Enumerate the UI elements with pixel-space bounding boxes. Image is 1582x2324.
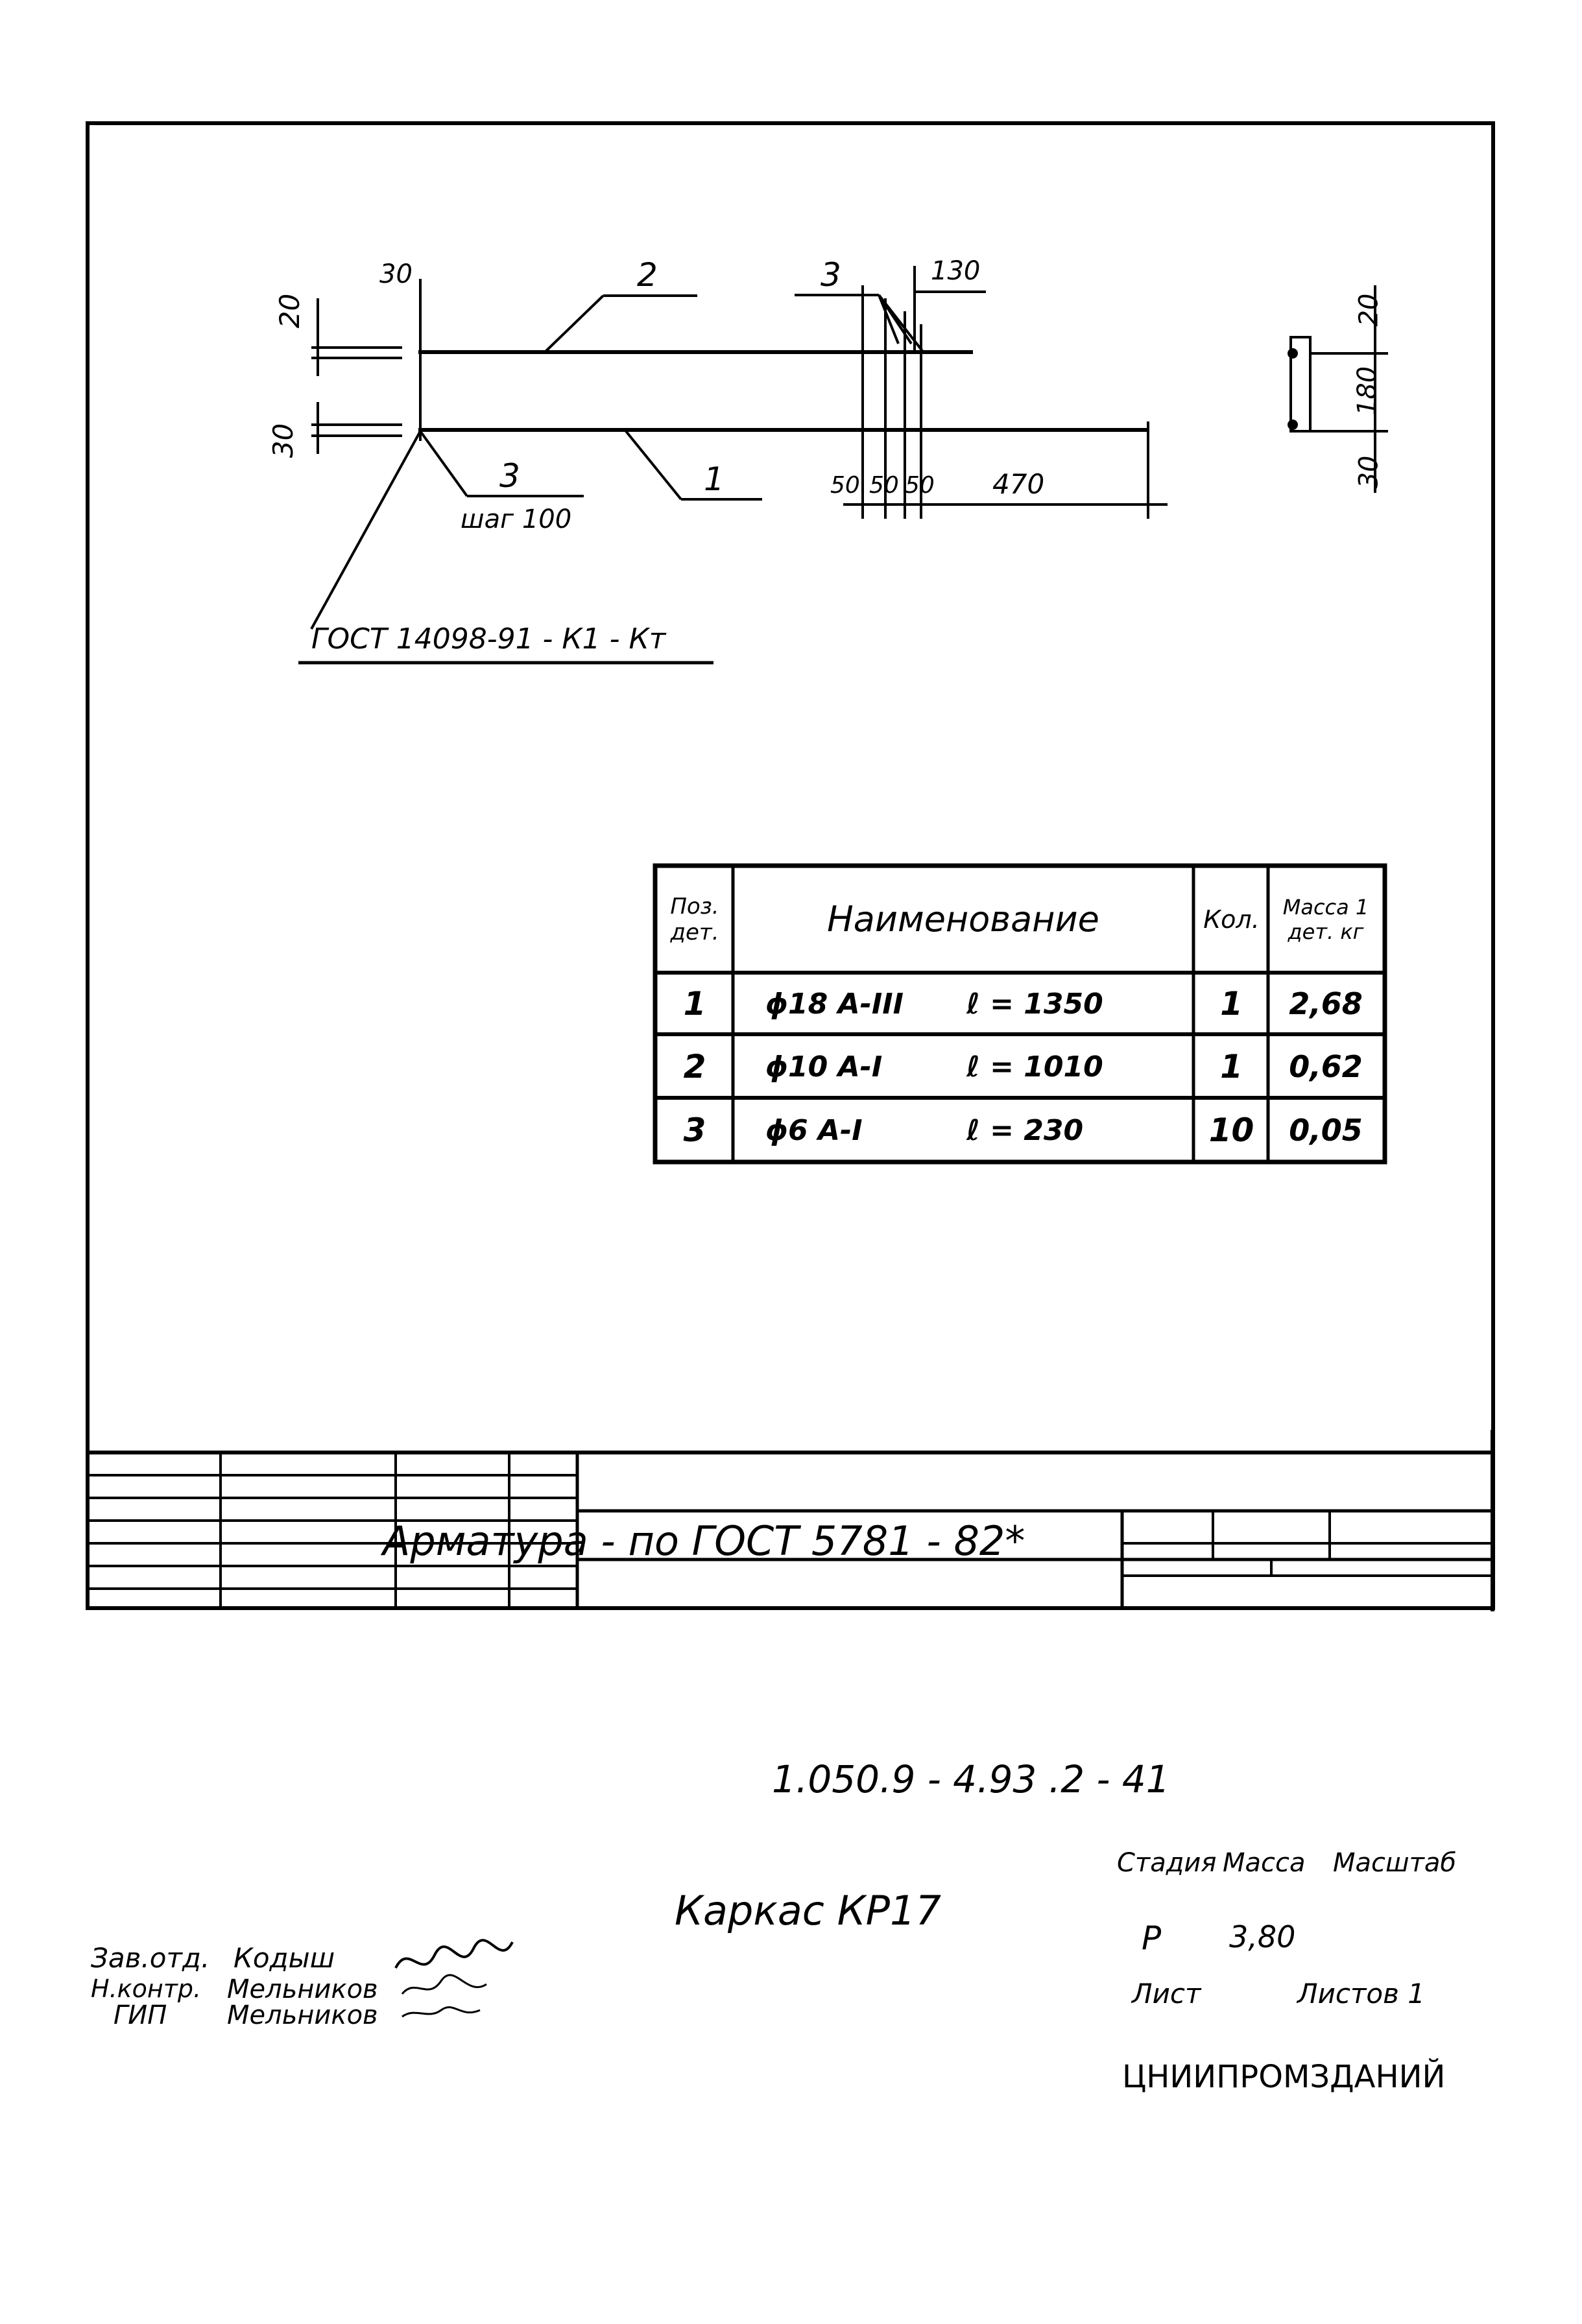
scale-label: Масштаб xyxy=(1333,1848,1457,1878)
spec-row-1-diam: ϕ18 A-III xyxy=(765,987,904,1021)
sheets-label: Листов 1 xyxy=(1297,1978,1425,2010)
dim-30-left: 30 xyxy=(267,423,300,458)
label-pos1: 1 xyxy=(704,460,725,498)
spec-row-1-qty: 1 xyxy=(1220,985,1243,1023)
spec-row-2-mass: 0,62 xyxy=(1289,1049,1363,1084)
spec-row-2-diam: ϕ10 A-I xyxy=(765,1050,883,1084)
section-bar-top xyxy=(1289,350,1297,357)
doc-code: 1.050.9 - 4.93 .2 - 41 xyxy=(772,1757,1170,1801)
spec-row-3-qty: 10 xyxy=(1208,1111,1254,1149)
spec-row-2-qty: 1 xyxy=(1220,1048,1243,1085)
stage-label: Стадия xyxy=(1117,1848,1217,1878)
spec-header-pos: Поз. дет. xyxy=(670,893,719,945)
spec-row-3-mass: 0,05 xyxy=(1289,1113,1363,1148)
dim-470: 470 xyxy=(992,468,1045,500)
step-label: шаг 100 xyxy=(461,504,572,534)
dim-30-top: 30 xyxy=(379,259,413,289)
spec-row-1-len: ℓ = 1350 xyxy=(966,987,1103,1021)
signer-3-name: Мельников xyxy=(227,2000,378,2030)
spec-header-name: Наименование xyxy=(827,899,1099,940)
section-dim-180: 180 xyxy=(1352,366,1383,416)
dim-20-left: 20 xyxy=(274,293,306,329)
section-dim-20: 20 xyxy=(1354,293,1384,327)
drawing-title: Каркас КР17 xyxy=(675,1887,941,1934)
signer-3-role: ГИП xyxy=(114,2000,167,2030)
dim-130: 130 xyxy=(931,256,981,286)
elevation-drawing xyxy=(298,266,1168,663)
section-bar-bottom xyxy=(1289,421,1297,429)
sheet-label: Лист xyxy=(1132,1978,1201,2010)
mass-label: Масса xyxy=(1223,1848,1306,1878)
weld-gost-label: ГОСТ 14098-91 - К1 - Кт xyxy=(311,622,666,656)
spec-header-mass: Масса 1 дет. кг xyxy=(1282,894,1369,944)
signer-2-role: Н.контр. xyxy=(91,1974,202,2003)
spec-row-3-len: ℓ = 230 xyxy=(966,1113,1084,1147)
label-pos3-top: 3 xyxy=(821,256,841,294)
spec-row-1-mass: 2,68 xyxy=(1289,986,1363,1021)
signer-1-name: Кодыш xyxy=(234,1942,335,1974)
spec-row-1-pos: 1 xyxy=(683,985,706,1023)
spec-row-2-len: ℓ = 1010 xyxy=(966,1050,1103,1084)
spec-row-2-pos: 2 xyxy=(683,1048,706,1085)
rebar-note: Арматура - по ГОСТ 5781 - 82* xyxy=(383,1517,1025,1565)
dim-50b: 50 xyxy=(869,472,899,499)
spec-header-qty: Кол. xyxy=(1203,905,1260,934)
mass-value: 3,80 xyxy=(1229,1919,1296,1954)
spec-row-3-pos: 3 xyxy=(683,1111,706,1149)
signer-1-role: Зав.отд. xyxy=(91,1942,210,1974)
signer-2-name: Мельников xyxy=(227,1974,378,2004)
dim-50c: 50 xyxy=(905,472,935,499)
organization: ЦНИИПРОМЗДАНИЙ xyxy=(1122,2059,1446,2095)
stage-value: Р xyxy=(1142,1919,1162,1957)
label-pos2: 2 xyxy=(637,256,658,294)
signatures xyxy=(389,1929,519,2026)
label-pos3-bottom: 3 xyxy=(499,457,520,495)
spec-row-3-diam: ϕ6 A-I xyxy=(765,1113,863,1147)
section-dim-30: 30 xyxy=(1354,455,1384,489)
dim-50a: 50 xyxy=(830,472,860,499)
